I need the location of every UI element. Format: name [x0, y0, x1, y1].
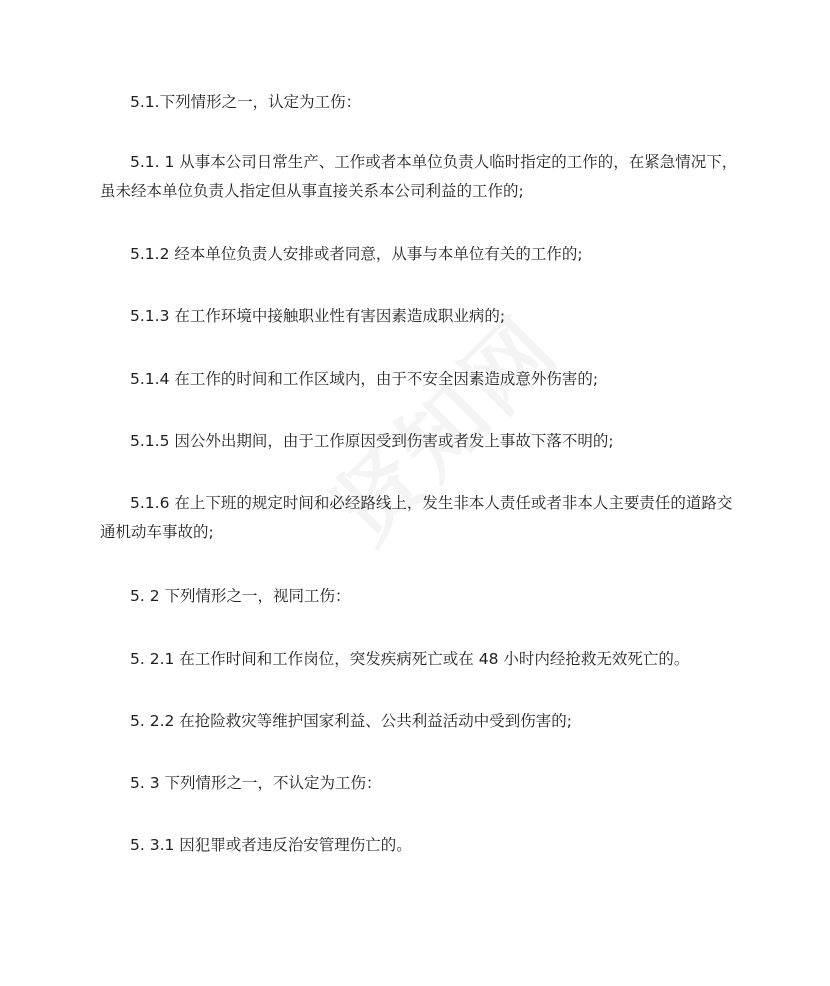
paragraph-5-3 — [100, 769, 740, 798]
paragraph-5-1-3 — [100, 302, 740, 331]
paragraph-text: 5.1.5 因公外出期间，由于工作原因受到伤害或者发上事故下落不明的; — [130, 432, 614, 450]
paragraph-text: 5. 3.1 因犯罪或者违反治安管理伤亡的。 — [130, 836, 412, 854]
paragraph-5-1 — [100, 88, 740, 117]
paragraph-5-1-2 — [100, 240, 740, 269]
paragraph-text: 5.1.3 在工作环境中接触职业性有害因素造成职业病的; — [130, 307, 506, 325]
paragraph-text: 5. 2.2 在抢险救灾等维护国家利益、公共利益活动中受到伤害的; — [130, 712, 573, 730]
paragraph-5-2-1 — [100, 645, 740, 674]
paragraph-text: 5. 2 下列情形之一，视同工伤： — [130, 587, 351, 605]
paragraph-text: 5. 2.1 在工作时间和工作岗位，突发疾病死亡或在 48 小时内经抢救无效死亡的。 — [130, 650, 690, 668]
paragraph-5-2-2 — [100, 707, 740, 736]
paragraph-text: 5.1.4 在工作的时间和工作区域内，由于不安全因素造成意外伤害的; — [130, 370, 599, 388]
paragraph-text: 5. 3 下列情形之一，不认定为工伤： — [130, 774, 382, 792]
paragraph-5-1-1 — [100, 148, 740, 206]
paragraph-5-1-6 — [100, 489, 740, 547]
paragraph-text: 5.1.下列情形之一，认定为工伤： — [130, 93, 362, 111]
paragraph-5-2 — [100, 582, 740, 611]
paragraph-text: 5.1.2 经本单位负责人安排或者同意，从事与本单位有关的工作的; — [130, 245, 583, 263]
paragraph-text: 5.1.6 在上下班的规定时间和必经路线上，发生非本人责任或者非本人主要责任的道路交通机动车事故的; — [100, 494, 733, 541]
paragraph-5-1-5 — [100, 427, 740, 456]
paragraph-5-1-4 — [100, 365, 740, 394]
paragraph-5-3-1 — [100, 831, 740, 860]
paragraph-text: 5.1. 1 从事本公司日常生产、工作或者本单位负责人临时指定的工作的，在紧急情况下，虽未经本单位负责人指定但从事直接关系本公司利益的工作的; — [100, 153, 738, 200]
